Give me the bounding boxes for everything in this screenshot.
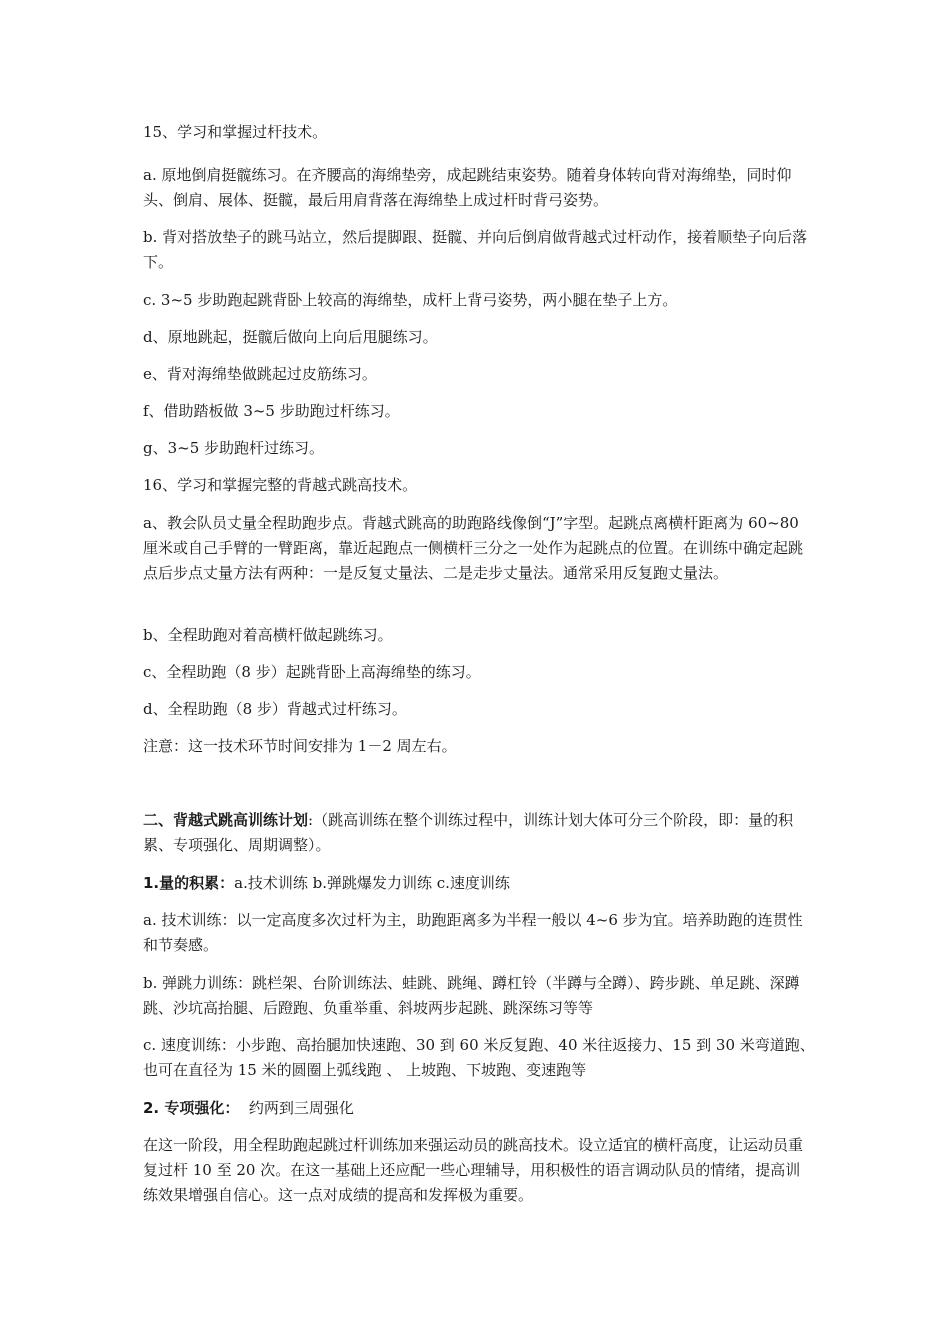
- section16-title: 16、学习和掌握完整的背越式跳高技术。: [143, 476, 418, 494]
- training-plan-intro: [143, 808, 815, 858]
- section16-item-a: a、教会队员丈量全程助跑步点。背越式跳高的助跑路线像倒“J”字型。起跳点离横杆距离为 60~80 厘米或自己手臂的一臂距离，靠近起跑点一侧横杆三分之一处作为起跳点的位置。在训练中确定起跳点后步点丈量方法有两种：一是反复丈量法、二是走步丈量法。通常采用反复跑丈量法。: [143, 514, 804, 582]
- phase2-text: 在这一阶段，用全程助跑起跳过杆训练加来强运动员的跳高技术。设立适宜的横杆高度，让运动员重复过杆 10 至 20 次。在这一基础上还应配一些心理辅导，用积极性的语言调动队员的情绪，提高训练效果增强自信心。这一点对成绩的提高和发挥极为重要。: [143, 1136, 804, 1204]
- section15-item-b: b. 背对搭放垫子的跳马站立，然后提脚跟、挺髋、并向后倒肩做背越式过杆动作，接着顺垫子向后落下。: [143, 228, 808, 271]
- phase1-heading: 1.量的积累：: [143, 874, 235, 892]
- phase1-item-c: c. 速度训练：小步跑、高抬腿加快速跑、30 到 60 米反复跑、40 米往返接力、15 到 30 米弯道跑、也可在直径为 15 米的圆圈上弧线跑 、 上坡跑、下坡跑、变速跑等: [143, 1036, 815, 1079]
- section15-item-c: c. 3~5 步助跑起跳背卧上较高的海绵垫，成杆上背弓姿势，两小腿在垫子上方。: [143, 291, 678, 309]
- phase1-line: [143, 871, 815, 896]
- section15-item-a: a. 原地倒肩挺髋练习。在齐腰高的海绵垫旁，成起跳结束姿势。随着身体转向背对海绵垫，同时仰头、倒肩、展体、挺髋，最后用肩背落在海绵垫上成过杆时背弓姿势。: [143, 166, 792, 209]
- section16-item-b: b、全程助跑对着高横杆做起跳练习。: [143, 626, 393, 644]
- phase2-summary: 约两到三周强化: [239, 1099, 354, 1117]
- phase1-item-b: b. 弹跳力训练：跳栏架、台阶训练法、蛙跳、跳绳、蹲杠铃（半蹲与全蹲）、跨步跳、单足跳、深蹲跳、沙坑高抬腿、后蹬跑、负重举重、斜坡两步起跳、跳深练习等等: [143, 974, 800, 1017]
- section16-item-d: d、全程助跑（8 步）背越式过杆练习。: [143, 700, 407, 718]
- section16-note: 注意：这一技术环节时间安排为 1－2 周左右。: [143, 737, 457, 755]
- section15-item-d: d、原地跳起，挺髋后做向上向后甩腿练习。: [143, 328, 438, 346]
- phase2-heading: 2. 专项强化：: [143, 1099, 240, 1117]
- section15-item-g: g、3~5 步助跑杆过练习。: [143, 439, 325, 457]
- phase1-summary: a.技术训练 b.弹跳爆发力训练 c.速度训练: [234, 874, 510, 892]
- section16-item-c: c、全程助跑（8 步）起跳背卧上高海绵垫的练习。: [143, 663, 481, 681]
- phase1-item-a: a. 技术训练：以一定高度多次过杆为主，助跑距离多为半程一般以 4~6 步为宜。培养助跑的连贯性和节奏感。: [143, 911, 803, 954]
- training-plan-heading: 二、背越式跳高训练计划: [143, 811, 309, 829]
- phase2-line: [143, 1096, 815, 1121]
- training-plan-intro-text: :（跳高训练在整个训练过程中，训练计划大体可分三个阶段，即：量的积累、专项强化、周期调整）。: [143, 811, 794, 854]
- section15-item-f: f、借助踏板做 3~5 步助跑过杆练习。: [143, 402, 400, 420]
- section15-title: 15、学习和掌握过杆技术。: [143, 123, 328, 141]
- section15-item-e: e、背对海绵垫做跳起过皮筋练习。: [143, 365, 377, 383]
